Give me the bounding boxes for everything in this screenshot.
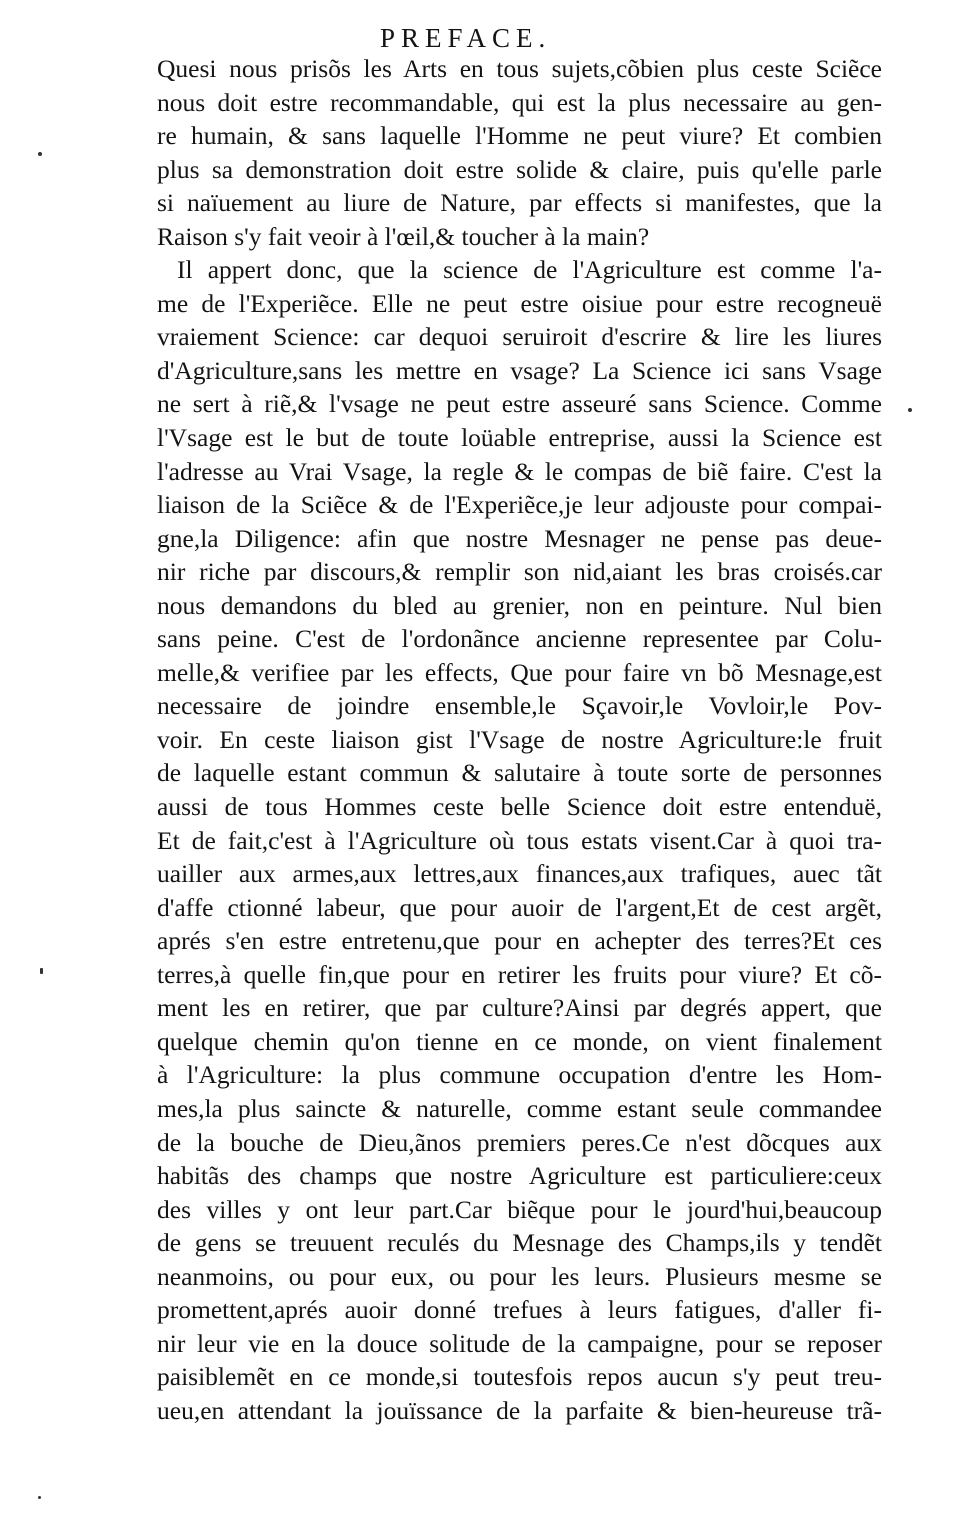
text-line: paisiblemẽt en ce monde,si toutesfois repos aucun s'y peut treu- xyxy=(157,1362,882,1392)
text-line: ment les en retirer, que par culture?Ainsi par degrés appert, que xyxy=(157,993,882,1023)
text-line: voir. En ceste liaison gist l'Vsage de nostre Agriculture:le fruit xyxy=(157,724,882,754)
text-line: si naïuement au liure de Nature, par effects si manifestes, que la xyxy=(157,188,882,218)
text-line: neanmoins, ou pour eux, ou pour les leurs. Plusieurs mesme se xyxy=(157,1261,882,1291)
preface-text-block xyxy=(157,52,882,1427)
text-line: nir leur vie en la douce solitude de la campaigne, pour se reposer xyxy=(157,1328,882,1358)
text-line: plus sa demonstration doit estre solide & claire, puis qu'elle parle xyxy=(157,154,882,184)
text-line: des villes y ont leur part.Car biẽque pour le jourd'hui,beaucoup xyxy=(157,1194,882,1224)
text-line: aussi de tous Hommes ceste belle Science doit estre entenduë, xyxy=(157,792,882,822)
text-line: aprés s'en estre entretenu,que pour en achepter des terres?Et ces xyxy=(157,926,882,956)
running-head: PREFACE. xyxy=(380,23,552,53)
text-line: habitãs des champs que nostre Agriculture est particuliere:ceux xyxy=(157,1161,882,1191)
text-line: l'adresse au Vrai Vsage, la regle & le compas de biẽ faire. C'est la xyxy=(157,456,882,486)
text-line: nir riche par discours,& remplir son nid,aiant les bras croisés.car xyxy=(157,557,882,587)
text-line: nous demandons du bled au grenier, non en peinture. Nul bien xyxy=(157,590,882,620)
text-line: mes,la plus saincte & naturelle, comme estant seule commandee xyxy=(157,1093,882,1123)
text-line: Il appert donc, que la science de l'Agriculture est comme l'a- xyxy=(177,255,882,285)
text-line: ne sert à riẽ,& l'vsage ne peut estre asseuré sans Science. Comme xyxy=(157,389,882,419)
text-line: promettent,aprés auoir donné trefues à leurs fatigues, d'aller fi- xyxy=(157,1295,882,1325)
text-line: me de l'Experiẽce. Elle ne peut estre oisiue pour estre recogneuë xyxy=(157,288,882,318)
text-line: d'Agriculture,sans les mettre en vsage? La Science ici sans Vsage xyxy=(157,355,882,385)
text-line: melle,& verifiee par les effects, Que pour faire vn bõ Mesnage,est xyxy=(157,657,882,687)
text-line: de gens se treuuent reculés du Mesnage des Champs,ils y tendẽt xyxy=(157,1228,882,1258)
text-line: terres,à quelle fin,que pour en retirer les fruits pour viure? Et cõ- xyxy=(157,959,882,989)
speck-mark xyxy=(40,968,43,974)
text-line: necessaire de joindre ensemble,le Sçavoir,le Vovloir,le Pov- xyxy=(157,691,882,721)
text-line: nous doit estre recommandable, qui est la plus necessaire au gen- xyxy=(157,87,882,117)
speck-mark xyxy=(38,152,42,156)
text-line: gne,la Diligence: afin que nostre Mesnager ne pense pas deue- xyxy=(157,523,882,553)
text-line: vraiement Science: car dequoi seruiroit d'escrire & lire les liures xyxy=(157,322,882,352)
text-line: re humain, & sans laquelle l'Homme ne peut viure? Et combien xyxy=(157,121,882,151)
text-line: Quesi nous prisõs les Arts en tous sujets,cõbien plus ceste Sciẽce xyxy=(157,54,882,83)
text-line: Raison s'y fait veoir à l'œil,& toucher à la main? xyxy=(157,221,650,251)
text-line: de la bouche de Dieu,ãnos premiers peres.Ce n'est dõcques aux xyxy=(157,1127,882,1157)
text-line: à l'Agriculture: la plus commune occupation d'entre les Hom- xyxy=(157,1060,882,1090)
text-line: Et de fait,c'est à l'Agriculture où tous estats visent.Car à quoi tra- xyxy=(157,825,882,855)
text-line: ueu,en attendant la jouïssance de la parfaite & bien-heureuse trã- xyxy=(157,1395,882,1425)
speck-mark xyxy=(908,408,912,412)
text-line: sans peine. C'est de l'ordonãnce ancienne representee par Colu- xyxy=(157,624,882,654)
text-line: de laquelle estant commun & salutaire à toute sorte de personnes xyxy=(157,758,882,788)
text-line: d'affe ctionné labeur, que pour auoir de l'argent,Et de cest argẽt, xyxy=(157,892,882,922)
text-line: l'Vsage est le but de toute loüable entreprise, aussi la Science est xyxy=(157,423,882,453)
text-line: uailler aux armes,aux lettres,aux finances,aux trafiques, auec tãt xyxy=(157,859,882,889)
speck-mark xyxy=(38,1496,41,1499)
text-line: quelque chemin qu'on tienne en ce monde, on vient finalement xyxy=(157,1026,882,1056)
text-line: liaison de la Sciẽce & de l'Experiẽce,je leur adjouste pour compai- xyxy=(157,490,882,520)
